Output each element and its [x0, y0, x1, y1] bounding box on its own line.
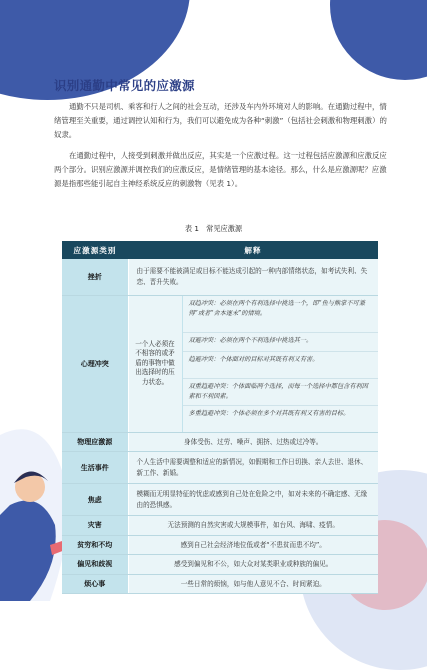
header-category: 应激源类别 — [62, 241, 128, 259]
explanation-cell: 一些日常的烦恼，如与他人意见不合、时间紧迫。 — [128, 574, 378, 594]
table-row — [62, 432, 378, 452]
conflict-type: 双趋冲突：必须在两个有利选择中挑选一个，即“鱼与熊掌不可兼得”或者“舍本逐末”的情境。 — [183, 296, 379, 333]
paragraph-1: 通勤不只是司机、乘客和行人之间的社会互动，还涉及车内外环境对人的影响。在通勤过程中，情绪管理至关重要，通过调控认知和行为，我们可以避免成为各种“刺激”（包括社会刺激和物理刺激）的奴隶。 — [54, 102, 387, 140]
conflict-description: 一个人必须在不相容的或矛盾的事物中做出选择时的压力状态。 — [128, 295, 182, 432]
category-cell: 心理冲突 — [62, 295, 128, 432]
conflict-type: 双重趋避冲突：个体面临两个选择，而每一个选择中都包含有利因素和不利因素。 — [183, 379, 379, 406]
category-cell: 烦心事 — [62, 574, 128, 594]
explanation-cell: 感到自己社会经济地位低或者“不患贫而患不均”。 — [128, 535, 378, 555]
explanation-cell: 个人生活中需要调整和适应的新情况，如假期和工作日切换、亲人去世、退休、新工作、新婚。 — [128, 452, 378, 484]
explanation-cell: 由于需要不能被满足或目标不能达成引起的一种内部情绪状态，如考试失利、失恋、晋升失败。 — [128, 259, 378, 295]
conflict-type: 多重趋避冲突：个体必须在多个对其既有利又有害的目标。 — [188, 409, 350, 417]
table-row — [62, 535, 378, 555]
stressor-table — [62, 241, 378, 594]
paragraph-2: 在通勤过程中，人接受到刺激并做出反应，其实是一个应激过程。这一过程包括应激源和应激反应两个部分。识别应激源并调控我们的应激反应，是情绪管理的基本途径。那么，什么是应激源呢？应激源是指那些能引起自主神经系统反应的刺激物（见表 1）。 — [54, 151, 387, 189]
table-caption: 表 1 常见应激源 — [184, 224, 243, 233]
section-title: 识别通勤中常见的应激源 — [54, 78, 195, 93]
background-blob-top-right — [330, 0, 427, 80]
table-row — [62, 452, 378, 484]
table-row — [62, 295, 378, 432]
explanation-cell: 模糊而无明显特征的忧虑或感到自己处在危险之中，如对未来的不确定感、无缘由的恐惧感。 — [128, 484, 378, 516]
conflict-type: 趋避冲突：个体面对的目标对其既有利又有害。 — [183, 352, 379, 379]
table-row — [62, 555, 378, 575]
conflict-types — [182, 295, 378, 432]
category-cell: 生活事件 — [62, 452, 128, 484]
category-cell: 偏见和歧视 — [62, 555, 128, 575]
category-cell: 灾害 — [62, 516, 128, 536]
category-cell: 贫穷和不均 — [62, 535, 128, 555]
table-row — [62, 516, 378, 536]
category-cell: 焦虑 — [62, 484, 128, 516]
table-row — [62, 259, 378, 295]
table-row — [62, 574, 378, 594]
category-cell: 挫折 — [62, 259, 128, 295]
explanation-cell: 感受到偏见和不公，如大众对某类职业或种族的偏见。 — [128, 555, 378, 575]
category-cell: 物理应激源 — [62, 432, 128, 452]
explanation-cell: 身体受伤、过劳、噪声、拥挤、过热或过冷等。 — [128, 432, 378, 452]
header-explanation: 解释 — [128, 241, 378, 259]
table-row — [62, 484, 378, 516]
table-header-row — [62, 241, 378, 259]
explanation-cell: 无法预测的自然灾害或大规模事件，如台风、海啸、疫情。 — [128, 516, 378, 536]
conflict-type: 双避冲突：必须在两个不利选择中挑选其一。 — [183, 333, 379, 352]
